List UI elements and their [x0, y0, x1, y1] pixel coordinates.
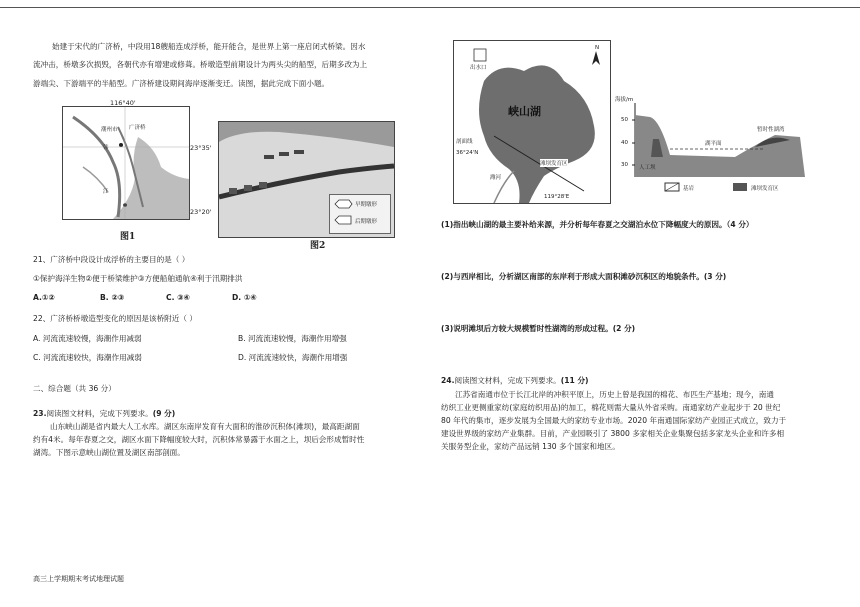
fig1-lat-top: 23°35': [190, 144, 212, 152]
q24-body-2: 纺织工业更侧重家纺(家庭纺织用品)的加工，棉花则需大量从外省采购。南通家纺产业起步于 20 世纪: [441, 403, 781, 412]
profile-tick-40: 40: [621, 140, 628, 146]
profile-y-axis-label: 海拔/m: [615, 97, 634, 103]
q22-stem: 22、广济桥桥墩造型变化的原因是该桥附近（ ）: [33, 314, 197, 323]
q22-option-d: D. 河流流速较快，海潮作用增强: [238, 353, 348, 362]
q24-body-1: 江苏省南通市位于长江北岸的冲积平原上，历史上曾是我国的棉花、布匹生产基地；现今，南通: [455, 390, 774, 399]
figure-1-map: [62, 106, 190, 220]
q24-body-3: 80 年代的集市，逐步发展为全国最大的家纺专业市场。2020 年南通国际家纺产业园正式成立，致力于: [441, 416, 787, 425]
lake-name: 峡山湖: [508, 105, 541, 118]
fig2-caption: 图2: [310, 241, 326, 251]
profile-tick-30: 30: [621, 162, 628, 168]
lake-profile-section: [615, 95, 815, 200]
intro-line-3: 游端尖、下游端平的半船型。广济桥建设期间海岸逐渐变迁。读图，据此完成下面小题。: [33, 79, 330, 88]
q23-body-3: 湖湾。下图示意峡山湖位置及湖区南部剖面。: [33, 448, 185, 457]
q21-option-b: B. ②③: [100, 293, 125, 302]
q22-option-c: C. 河流流速较快，海潮作用减弱: [33, 353, 142, 362]
section-2-heading: 二、综合题（共 36 分）: [33, 384, 116, 393]
footer-text: 高三上学期期末考试地理试题: [33, 575, 124, 583]
q22-option-a: A. 河流流速较慢，海潮作用减弱: [33, 334, 142, 343]
q23-sub-3: (3)说明滩坝后方较大规模暂时性湖湾的形成过程。(2 分): [441, 324, 636, 333]
q24-number: 24.: [441, 376, 455, 385]
profile-drawing: [615, 95, 815, 200]
q24-body-5: 关服务型企业，家纺产品远销 130 多个国家和地区。: [441, 442, 620, 451]
q23-body-1: 山东峡山湖是省内最大人工水库。湖区东南岸发育有大面积的淮砂沉积体(滩坝)，最高距湖面: [50, 422, 360, 431]
profile-legend-bedrock: 基岩: [683, 186, 695, 192]
q21-option-c: C. ③④: [166, 293, 190, 302]
profile-dam: 人工坝: [639, 165, 656, 171]
profile-temp-bay: 暂时性湖湾: [757, 127, 785, 133]
map-dev-area-label: 滩坝发育区: [540, 161, 568, 167]
profile-legend-dev: 滩坝发育区: [751, 186, 779, 192]
q23-stem-line: [33, 408, 175, 419]
q24-body-4: 建设世界级的家纺产业集群。目前，产业园吸引了 3800 多家相关企业集聚包括多家龙头企业和许多相: [441, 429, 785, 438]
fig2-legend: [329, 194, 391, 234]
fig2-legend-late: 后期墩形: [355, 219, 378, 225]
map-section-line-label: 剖面线: [456, 139, 473, 145]
q23-sub-2: (2)与西岸相比，分析湖区南部的东岸利于形成大面积滩砂沉积区的地貌条件。(3 分): [441, 272, 727, 281]
q23-sub-1: (1)指出峡山湖的最主要补给来源，并分析每年春夏之交湖泊水位下降幅度大的原因。（4 分）: [441, 220, 754, 229]
q21-option-a: A.①②: [33, 293, 55, 302]
fig1-lat-bottom: 23°20': [190, 208, 212, 216]
intro-line-1: 始建于宋代的广济桥，中段用18艘船连成浮桥，能开能合，是世界上第一座启闭式桥梁。因水: [52, 42, 366, 51]
xiashan-lake-map: [453, 40, 611, 204]
q24-stem: 阅读图文材料，完成下列要求。: [454, 376, 561, 385]
q24-score: (11 分): [560, 376, 589, 385]
q23-stem: 阅读图文材料，完成下列要求。: [46, 409, 153, 418]
q21-stem: 21、广济桥中段设计成浮桥的主要目的是（ ）: [33, 255, 190, 264]
north-arrow-icon: N: [595, 45, 600, 51]
fig1-place-chaozhou: 潮州市: [101, 127, 118, 133]
fig1-place-bridge: 广济桥: [129, 125, 146, 131]
map-latitude: 36°24'N: [456, 150, 479, 156]
fig1-longitude: 116°40': [110, 99, 136, 107]
q23-score: (9 分): [152, 409, 176, 418]
fig1-river-han: 韩: [103, 145, 109, 151]
profile-tick-50: 50: [621, 117, 628, 123]
q23-body-2: 约有4米。每年春夏之交，湖区水面下降幅度较大时，沉积体常暴露于水面之上，坝后会形成暂时性: [33, 435, 365, 444]
figure-2-photo: [218, 121, 395, 238]
q23-number: 23.: [33, 409, 47, 418]
fig2-legend-early: 早期墩形: [355, 202, 378, 208]
map-longitude: 119°28'E: [544, 194, 570, 200]
figure-1-map-drawing: [63, 107, 189, 219]
q21-option-d: D. ①④: [232, 293, 257, 302]
profile-lake-surface: 湖平面: [705, 141, 722, 147]
map-exit-label: 出水口: [470, 65, 487, 71]
intro-line-2: 流冲击，桥墩多次损毁，各朝代亦有增建或修葺。桥墩造型前期设计为两头尖的船型，后期多改为上: [33, 60, 368, 69]
fig2-legend-shapes: [333, 199, 353, 229]
q24-stem-line: [441, 375, 589, 386]
q22-option-b: B. 河流流速较慢，海潮作用增强: [238, 334, 347, 343]
fig1-caption: 图1: [120, 232, 136, 242]
header-rule: [0, 0, 860, 8]
map-river-label: 潍河: [490, 175, 502, 181]
q21-items: ①保护海洋生物②便于桥梁维护③方便船舶通航④利于汛期排洪: [33, 274, 243, 283]
fig1-river-jiang: 江: [103, 189, 109, 195]
